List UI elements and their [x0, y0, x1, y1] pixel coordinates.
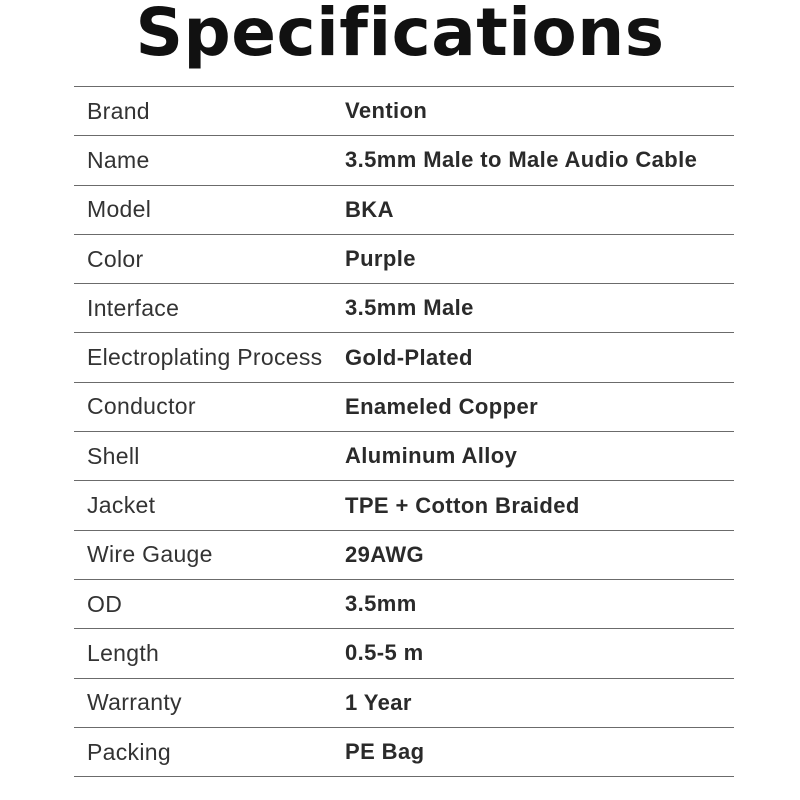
spec-value: PE Bag	[345, 739, 425, 764]
spec-value: Aluminum Alloy	[345, 443, 518, 469]
spec-value: Vention	[345, 98, 428, 124]
spec-value: Enameled Copper	[345, 393, 539, 419]
spec-row-color	[74, 235, 734, 284]
spec-row-jacket	[74, 481, 734, 530]
spec-row-shell	[74, 432, 734, 481]
spec-value: 3.5mm Male to Male Audio Cable	[345, 147, 698, 173]
spec-row-packing	[74, 728, 734, 777]
spec-row-warranty	[74, 679, 734, 728]
spec-row-wire-gauge	[74, 531, 734, 580]
spec-row-model	[74, 186, 734, 235]
specifications-table	[74, 86, 734, 777]
spec-label: Name	[87, 146, 150, 173]
spec-label: Color	[87, 245, 144, 272]
spec-value: 3.5mm Male	[345, 295, 474, 321]
spec-value: Gold-Plated	[345, 344, 473, 370]
spec-row-conductor	[74, 383, 734, 432]
spec-value: 3.5mm	[345, 591, 417, 617]
spec-label: Conductor	[87, 393, 196, 420]
spec-label: Interface	[87, 294, 180, 321]
spec-label: Brand	[87, 97, 150, 124]
spec-value: 0.5-5 m	[345, 640, 424, 666]
spec-label: Packing	[87, 738, 171, 765]
spec-row-od	[74, 580, 734, 629]
spec-label: Wire Gauge	[87, 541, 213, 568]
spec-label: Shell	[87, 442, 140, 469]
spec-value: TPE + Cotton Braided	[345, 492, 580, 518]
page-title: Specifications	[135, 0, 665, 71]
spec-label: Length	[87, 639, 160, 666]
spec-row-electroplating-process	[74, 333, 734, 382]
spec-value: 29AWG	[345, 541, 425, 567]
spec-row-length	[74, 629, 734, 678]
spec-row-interface	[74, 284, 734, 333]
spec-label: Model	[87, 196, 152, 223]
spec-label: Jacket	[87, 492, 156, 519]
spec-row-name	[74, 136, 734, 185]
spec-label: OD	[87, 590, 123, 617]
spec-row-brand	[74, 87, 734, 136]
spec-label: Electroplating Process	[87, 344, 323, 371]
spec-value: Purple	[345, 246, 416, 272]
spec-value: BKA	[345, 196, 394, 222]
spec-value: 1 Year	[345, 689, 412, 715]
spec-label: Warranty	[87, 689, 182, 716]
